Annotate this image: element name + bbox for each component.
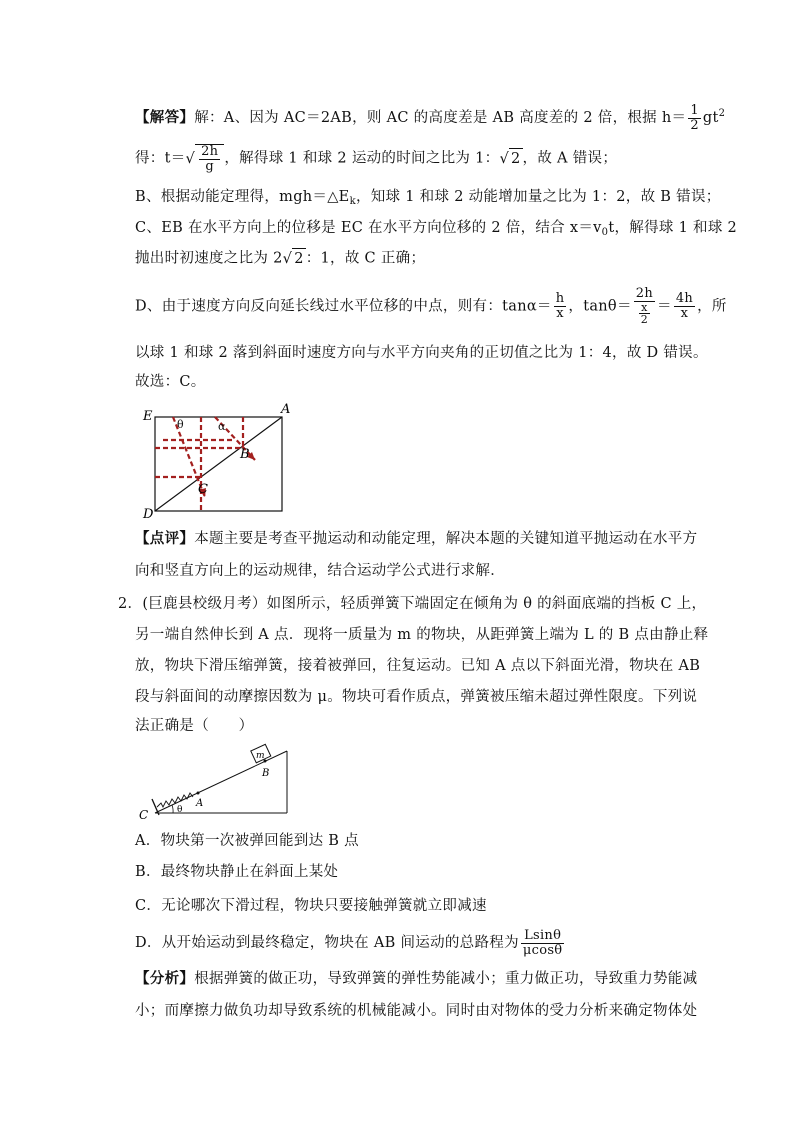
- projectile-figure: [135, 400, 295, 520]
- label-B: B: [240, 447, 250, 462]
- analysis-tag: 【分析】: [135, 970, 195, 987]
- answer-line-4: C、EB 在水平方向上的位移是 EC 在水平方向位移的 2 倍，结合 $x=v_0t$，解得球 1 和球 2: [135, 220, 738, 238]
- label-theta2: θ: [177, 805, 183, 815]
- comment-line-1: 【点评】本题主要是考查平抛运动和动能定理，解决本题的关键知道平抛运动在水平方: [135, 530, 698, 547]
- label-E: E: [143, 409, 153, 424]
- fraction-4h-over-x: $\frac{4h}{x}$: [675, 291, 694, 321]
- incline-surface: [155, 751, 287, 813]
- incline-spring-figure: [135, 735, 300, 825]
- question-line-1: 2．(巨鹿县校级月考）如图所示，轻质弹簧下端固定在倾角为 θ 的斜面底端的挡板 C 上，: [118, 596, 707, 612]
- label-A2: A: [196, 798, 204, 809]
- label-C: C: [198, 482, 208, 497]
- question-line-2: 另一端自然伸长到 A 点．现将一质量为 m 的物块，从距弹簧上端为 L 的 B 点由静止释: [135, 627, 709, 643]
- question-number: 2．: [118, 596, 143, 612]
- fraction-half: $\frac{1}{2}$: [690, 103, 699, 133]
- label-theta: θ: [177, 418, 184, 431]
- option-A: A．物块第一次被弹回能到达 B 点: [135, 833, 359, 849]
- answer-line-8: 故选：C。: [135, 374, 206, 390]
- question-line-3: 放，物块下滑压缩弹簧，接着被弹回，往复运动。已知 A 点以下斜面光滑，物块在 AB: [135, 658, 701, 674]
- analysis-line-1: 【分析】根据弹簧的做正功，导致弹簧的弹性势能减小；重力做正功，导致重力势能减: [135, 970, 698, 987]
- answer-line-1: 【解答】解：A、因为 AC＝2AB，则 AC 的高度差是 AB 高度差的 2 倍，根据 h＝ $\frac{1}{2}$ $gt^2$: [135, 103, 726, 133]
- answer-line-3: B、根据动能定理得，$mgh=\triangle E_k$，知球 1 和球 2 动能增加量之比为 1：2，故 B 错误；: [135, 189, 721, 207]
- question-line-4: 段与斜面间的动摩擦因数为 μ。物块可看作质点，弹簧被压缩未超过弹性限度。下列说: [135, 689, 698, 705]
- analysis-line-2: 小；而摩擦力做负功却导致系统的机械能减小。同时由对物体的受力分析来确定物体处: [135, 1003, 698, 1019]
- question-line-5: 法正确是（ ）: [135, 718, 254, 734]
- label-alpha: α: [218, 420, 226, 433]
- option-D: D．从开始运动到最终稳定，物块在 AB 间运动的总路程为 $\frac{Lsin\theta}{\mu\cos\theta}$: [135, 928, 563, 958]
- fraction-h-over-x: $\frac{h}{x}$: [555, 291, 565, 321]
- answer-tag: 【解答】: [135, 109, 195, 127]
- sqrt-2h-over-g: √ $\frac{2h}{g}$: [186, 144, 225, 173]
- sqrt-2: √ 2: [499, 148, 522, 169]
- angle-arc: [172, 805, 173, 813]
- answer-line-5: 抛出时初速度之比为 2√ 2 ：1，故 C 正确；: [135, 248, 425, 269]
- point-A: [197, 792, 200, 795]
- spring: [157, 793, 193, 807]
- answer-line-7: 以球 1 和球 2 落到斜面时速度方向与水平方向夹角的正切值之比为 1：4，故 D 错误。: [135, 345, 708, 361]
- fraction-2h-over-x-half: $\frac{2h}{\frac{x}{2}}$: [635, 286, 654, 327]
- label-m: m: [256, 751, 265, 761]
- answer-line-2: 得：t＝√ $\frac{2h}{g}$ ，解得球 1 和球 2 运动的时间之比为 1：√ 2 ，故 A 错误；: [135, 144, 618, 174]
- label-A: A: [281, 402, 291, 417]
- sqrt-2-b: √ 2: [283, 248, 306, 269]
- comment-line-2: 向和竖直方向上的运动规律，结合运动学公式进行求解．: [135, 563, 505, 579]
- label-D: D: [143, 507, 154, 520]
- answer-line-6: D、由于速度方向反向延长线过水平位移的中点，则有：tanα＝ $\frac{h}{x}$ ，tanθ＝ $\frac{2h}{\frac{x}{2}}$ ＝ $\frac{4h}{x}$ ，所: [135, 286, 727, 327]
- option-C: C．无论哪次下滑过程，物块只要接触弹簧就立即减速: [135, 898, 487, 914]
- option-B: B．最终物块静止在斜面上某处: [135, 864, 339, 880]
- comment-tag: 【点评】: [135, 530, 195, 547]
- label-C2: C: [139, 808, 149, 822]
- fraction-total-path: $\frac{Lsin\theta}{\mu\cos\theta}$: [522, 928, 563, 958]
- label-B2: B: [262, 768, 270, 779]
